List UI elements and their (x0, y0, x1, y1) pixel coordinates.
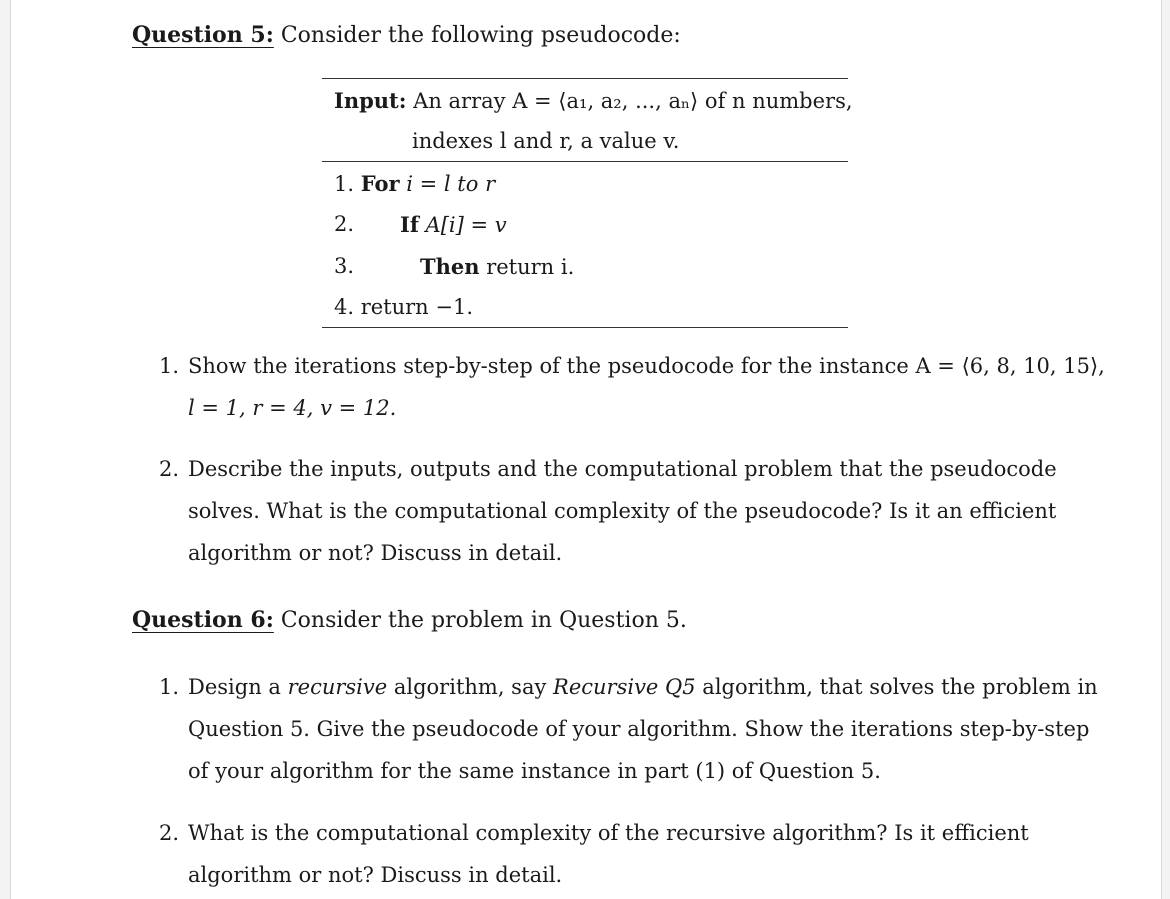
pseudocode-bottom-rule (322, 327, 848, 328)
pseudocode-top-rule (322, 78, 848, 79)
question-5-text: Consider the following pseudocode: (273, 23, 681, 48)
q6-item-2-line-2: algorithm or not? Discuss in detail. (188, 863, 563, 887)
question-6-label: Question 6: (132, 607, 274, 633)
q5-item-1-number: 1. (159, 354, 180, 378)
q6-item-1-line-3: of your algorithm for the same instance in part (1) of Question 5. (188, 759, 881, 783)
step-2-text: A[i] = v (418, 213, 507, 237)
q6-item-1-recursive: recursive (287, 675, 388, 699)
step-1-text: i = l to r (399, 172, 496, 196)
question-5-heading (132, 22, 681, 48)
step-1-number: 1. (334, 172, 355, 196)
q5-item-2-line-2: solves. What is the computational complexity of the pseudocode? Is it an efficient (188, 499, 1057, 523)
q5-item-2-line-3: algorithm or not? Discuss in detail. (188, 541, 563, 565)
pseudocode-mid-rule (322, 161, 848, 162)
q5-item-2-line-1: Describe the inputs, outputs and the computational problem that the pseudocode (188, 457, 1057, 481)
input-description: An array A = ⟨a₁, a₂, ..., aₙ⟩ of n numbers, (406, 89, 853, 113)
step-3-keyword: Then (420, 254, 480, 279)
step-1-keyword: For (360, 171, 400, 196)
q6-item-1-number: 1. (159, 675, 180, 699)
q6-item-1-text-a: Design a (188, 675, 288, 699)
q6-item-1-line-2: Question 5. Give the pseudocode of your algorithm. Show the iterations step-by-step (188, 717, 1090, 741)
step-3-text: return i. (479, 255, 575, 279)
pseudocode-input-line-1 (334, 88, 853, 113)
q6-item-1-text-e: algorithm, that solves the problem in (695, 675, 1098, 699)
input-label: Input: (334, 88, 407, 113)
question-6-heading (132, 607, 687, 633)
question-6-text: Consider the problem in Question 5. (273, 608, 687, 633)
pseudocode-input-line-2: indexes l and r, a value v. (412, 129, 680, 153)
question-5-label: Question 5: (132, 22, 274, 48)
step-3-number: 3. (334, 254, 355, 278)
step-2-keyword: If (400, 212, 419, 237)
q5-item-1-line-2: l = 1, r = 4, v = 12. (188, 396, 397, 420)
q5-item-1-line-1: Show the iterations step-by-step of the pseudocode for the instance A = ⟨6, 8, 10, 15⟩, (188, 354, 1105, 378)
pseudocode-step-4: 4. return −1. (334, 295, 474, 319)
q6-item-1-algorithm-name: Recursive Q5 (553, 675, 696, 699)
q6-item-2-number: 2. (159, 821, 180, 845)
step-2-number: 2. (334, 212, 355, 236)
q6-item-2-line-1: What is the computational complexity of the recursive algorithm? Is it efficient (188, 821, 1029, 845)
q6-item-1-text-c: algorithm, say (387, 675, 554, 699)
pseudocode-step-3 (420, 254, 574, 279)
q5-item-2-number: 2. (159, 457, 180, 481)
pseudocode-step-1 (334, 171, 495, 196)
q6-item-1-line-1 (188, 675, 1098, 699)
pseudocode-step-2 (400, 212, 507, 237)
